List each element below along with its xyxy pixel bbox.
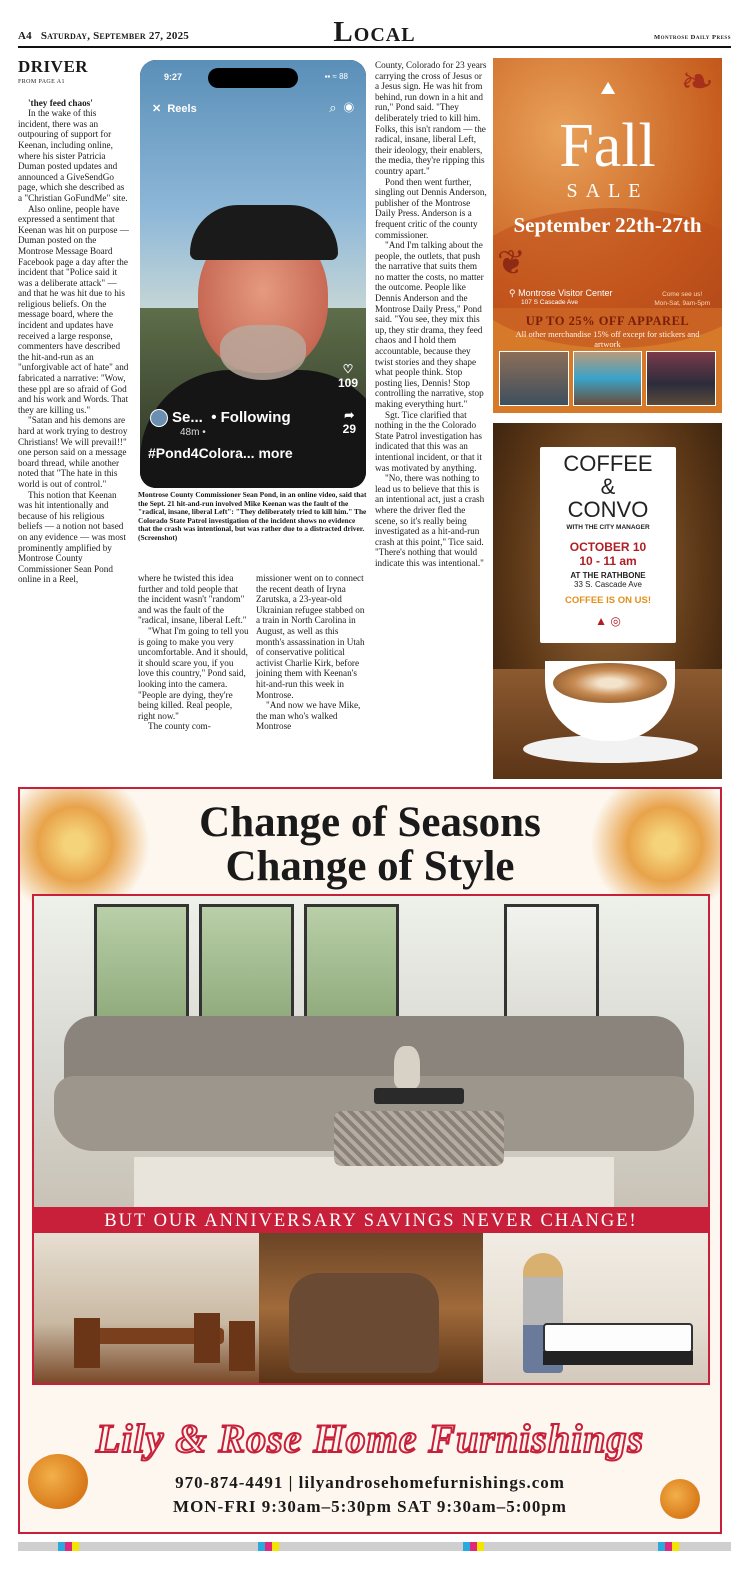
paragraph: "And I'm talking about the people, the outlets, that push the narrative that suits them no matter the costs, no matter the outcome. People like Dennis Anderson and the Montrose Daily Press," Pond said. "You see, they mix this up, they stir drama, they feed chaos and I hold them accountable, because they twist stories and they shape what people think. Stop posting lies, Dennis! Stop controlling the narrative, stop making everything hurt." (375, 240, 484, 409)
paper-name: Montrose Daily Press (653, 34, 731, 41)
hours-text: Mon-Sat, 9am-5pm (654, 300, 710, 307)
article-column-1 (18, 58, 130, 585)
profile-icon: ◉ (343, 100, 354, 115)
paragraph: "No, there was nothing to lead us to believe that this is an intentional act, just a crash where the driver fled the scene, so it's really being investigated as a hit-and-run crash at this point," Tice said. "There's nothing that would indicate this was intentional." (375, 473, 485, 568)
search-icon: ⌕ (329, 100, 337, 115)
tray (374, 1088, 464, 1104)
event-title-convo: CONVO (567, 497, 649, 522)
status-time: 9:27 (164, 72, 183, 82)
reel-user (150, 409, 291, 427)
leaf-icon: ❧ (680, 59, 714, 104)
coffee-convo-ad[interactable] (493, 423, 722, 779)
close-icon: ✕ (152, 103, 162, 115)
event-title-coffee: COFFEE (563, 451, 653, 476)
fall-sale-ad[interactable] (493, 58, 722, 413)
ad-headline-1: Change of Seasons (199, 799, 541, 846)
swatch-magenta (470, 1542, 477, 1551)
mattress-photo (483, 1233, 708, 1383)
page-header (18, 14, 731, 48)
swatch-cyan (463, 1542, 470, 1551)
shares-value: 29 (342, 422, 356, 436)
paragraph: "Satan and his demons are hard at work trying to destroy Christians! We will prevail!!" one person said on a message board thread, while another noted that "The hate in this world is out of control." (18, 415, 128, 489)
event-title-amp: & (600, 474, 616, 499)
swatch-magenta (265, 1542, 272, 1551)
article-column-3 (256, 573, 368, 732)
pin-icon: ⚲ (509, 288, 516, 298)
username: Se... (172, 409, 203, 426)
paragraph: County, Colorado for 23 years carrying the cross of Jesus or a Jesus sign. He was hit from behind, run down in a hit and run," Pond said. "They deliberately tried to kill him. Folks, this isn't random — the radical, insane, liberal Left, their ideology, their enablers, the media, they're ripping this country apart." (375, 60, 487, 176)
store-name: Lily & Rose Home Furnishings (95, 1416, 645, 1461)
paragraph: The county com- (148, 721, 211, 732)
savings-banner: BUT OUR ANNIVERSARY SAVINGS NEVER CHANGE! (32, 1209, 710, 1233)
beard (220, 325, 306, 380)
paragraph: Also online, people have expressed a sentiment that Keenan was hit on purpose — Duman posted on the Montrose Message Board Facebook page a day after the incident that "Police said it was a deliberate attack" — and that he was hit due to his religious beliefs. On the message board, where the incident and updates have received a large response, commenters have described the hit-and-run as an "unforgivable act of hate" and fabricated a narrative: "Wow, these ppl are so afraid of God and his work and Words. That they are killing us." (18, 203, 129, 415)
heart-icon: ♡ (342, 362, 354, 376)
event-time: 10 - 11 am (579, 554, 637, 568)
event-host: WITH THE CITY MANAGER (566, 524, 650, 531)
top-icons (329, 100, 354, 116)
merchandise-photos (499, 351, 716, 406)
swatch-magenta (665, 1542, 672, 1551)
subhead: 'they feed chaos' (28, 97, 93, 108)
dining-chair (229, 1321, 255, 1371)
discount-headline: UP TO 25% OFF APPAREL (525, 314, 690, 328)
dining-chair (194, 1313, 220, 1363)
sale-dates: September 22th-27th (513, 213, 702, 237)
event-venue: AT THE RATHBONE (570, 571, 646, 580)
reel-screenshot (140, 60, 366, 488)
hoodie (140, 370, 366, 488)
sectional-sofa-photo (32, 894, 710, 1209)
furniture-ad[interactable] (18, 787, 722, 1534)
issue-date: Saturday, September 27, 2025 (40, 30, 189, 42)
share-icon: ➦ (344, 408, 355, 422)
event-card (540, 447, 676, 643)
store-hours: MON-FRI 9:30am–5:30pm SAT 9:30am–5:00pm (173, 1497, 567, 1516)
ottoman (334, 1111, 504, 1166)
dynamic-island (208, 68, 298, 88)
dining-chair (74, 1318, 100, 1368)
signal-icon: ▪▪ ≈ 88 (324, 72, 348, 81)
discount-details: All other merchandise 15% off except for stickers and artwork (515, 329, 700, 349)
vase (394, 1046, 420, 1090)
cap (190, 205, 338, 260)
paragraph: In the wake of this incident, there was an outpouring of support for Keenan, including online, where his sister Patricia Duman posted updates and announced a GiveSendGo page, which she described as a "Christian GoFundMe" site. (18, 108, 128, 203)
follow-status: • Following (211, 409, 291, 426)
swatch-yellow (672, 1542, 679, 1551)
recliner-photo (259, 1233, 484, 1383)
latte-art (553, 663, 667, 703)
location-name: Montrose Visitor Center (518, 288, 613, 298)
merch-photo-hats (499, 351, 569, 406)
article-column-4 (375, 60, 487, 569)
swatch-cyan (658, 1542, 665, 1551)
event-date: OCTOBER 10 (569, 540, 647, 554)
product-photos (32, 1233, 710, 1385)
merch-photo-apparel (646, 351, 716, 406)
paragraph: missioner went on to connect the recent death of Iryna Zarutska, a 23-year-old Ukrainian refugee stabbed on a train in North Carolina in August, as well as this month's assassination in Utah of conservative political activist Charlie Kirk, before joining them with Keenan's hit-and-run this week in Montrose. (256, 573, 365, 700)
event-note: COFFEE IS ON US! (564, 595, 652, 606)
likes-value: 109 (337, 376, 358, 390)
bed-base (543, 1351, 693, 1365)
hashtag: #Pond4Colora... more (148, 445, 293, 461)
store-contact[interactable]: 970-874-4491 | lilyandrosehomefurnishings.com (175, 1473, 565, 1492)
reels-title: Reels (167, 103, 197, 115)
post-age: 48m • (180, 427, 206, 438)
share-count (343, 408, 356, 436)
event-address: 33 S. Cascade Ave (574, 580, 642, 589)
paragraph: Pond then went further, singling out Dennis Anderson, publisher of the Montrose Daily Press. Anderson is a frequent critic of the county commissioner. (375, 176, 487, 240)
visitor-center-logo: ⛰ (600, 78, 616, 98)
paragraph: Sgt. Tice clarified that nothing in the the Colorado State Patrol investigation has indicated that this was an intentional incident, or that it was motivated by anything. (375, 409, 482, 473)
article-column-2 (138, 573, 250, 732)
paragraph: "What I'm going to tell you is going to make you very uncomfortable. And it should, it should scare you, if you love this country," Pond said, looking into the camera. "People are dying, they're being killed. Real people, right now." (138, 625, 249, 721)
swatch-cyan (258, 1542, 265, 1551)
recliner (289, 1273, 439, 1373)
sale-location (509, 288, 612, 306)
merch-photo-backpack (573, 351, 643, 406)
paragraph: where he twisted this idea further and told people that the incident wasn't "random" and was the fault of the "radical, insane, liberal Left." (138, 573, 247, 626)
page-number: A4 (18, 30, 32, 42)
leaf-icon: ❦ (497, 245, 526, 282)
like-count (338, 362, 358, 390)
sale-hours (654, 290, 710, 308)
section-title: Local (333, 16, 416, 48)
paragraph: "And now we have Mike, the man who's walked Montrose (256, 700, 361, 732)
visit-note: Come see us! (662, 291, 703, 298)
fall-title: Fall (559, 112, 656, 180)
dining-set-photo (34, 1233, 259, 1383)
swatch-yellow (72, 1542, 79, 1551)
paragraph: This notion that Keenan was hit intentionally and because of his religious beliefs — a notion not based on any evidence — was most prominently amplified by Montrose County Commissioner Sean Pond online in a Reel, (18, 489, 126, 585)
mattress (543, 1323, 693, 1353)
photo-caption: Montrose County Commissioner Sean Pond, in an online video, said that the Sept. 21 hit-and-run involved Mike Keenan was the fault of the "radical, insane, liberal Left": "They deliberately tried to kill him." The Colorado State Patrol investigation of the incident shows no evidence that the crash was intentional, but was rather due to a distracted driver. (Screenshot) (138, 490, 367, 542)
location-address: 107 S Cascade Ave (521, 299, 578, 306)
sale-subtitle: SALE (566, 180, 649, 202)
registration-color-bar (18, 1542, 731, 1551)
swatch-yellow (477, 1542, 484, 1551)
swatch-magenta (65, 1542, 72, 1551)
reels-label (152, 102, 197, 115)
swatch-cyan (58, 1542, 65, 1551)
ad-headline-2: Change of Style (225, 843, 515, 890)
swatch-yellow (272, 1542, 279, 1551)
jump-line: FROM PAGE A1 (18, 79, 65, 85)
city-logos: ▲ ◎ (595, 614, 621, 628)
article-kicker: DRIVER (18, 57, 89, 76)
avatar (150, 409, 168, 427)
